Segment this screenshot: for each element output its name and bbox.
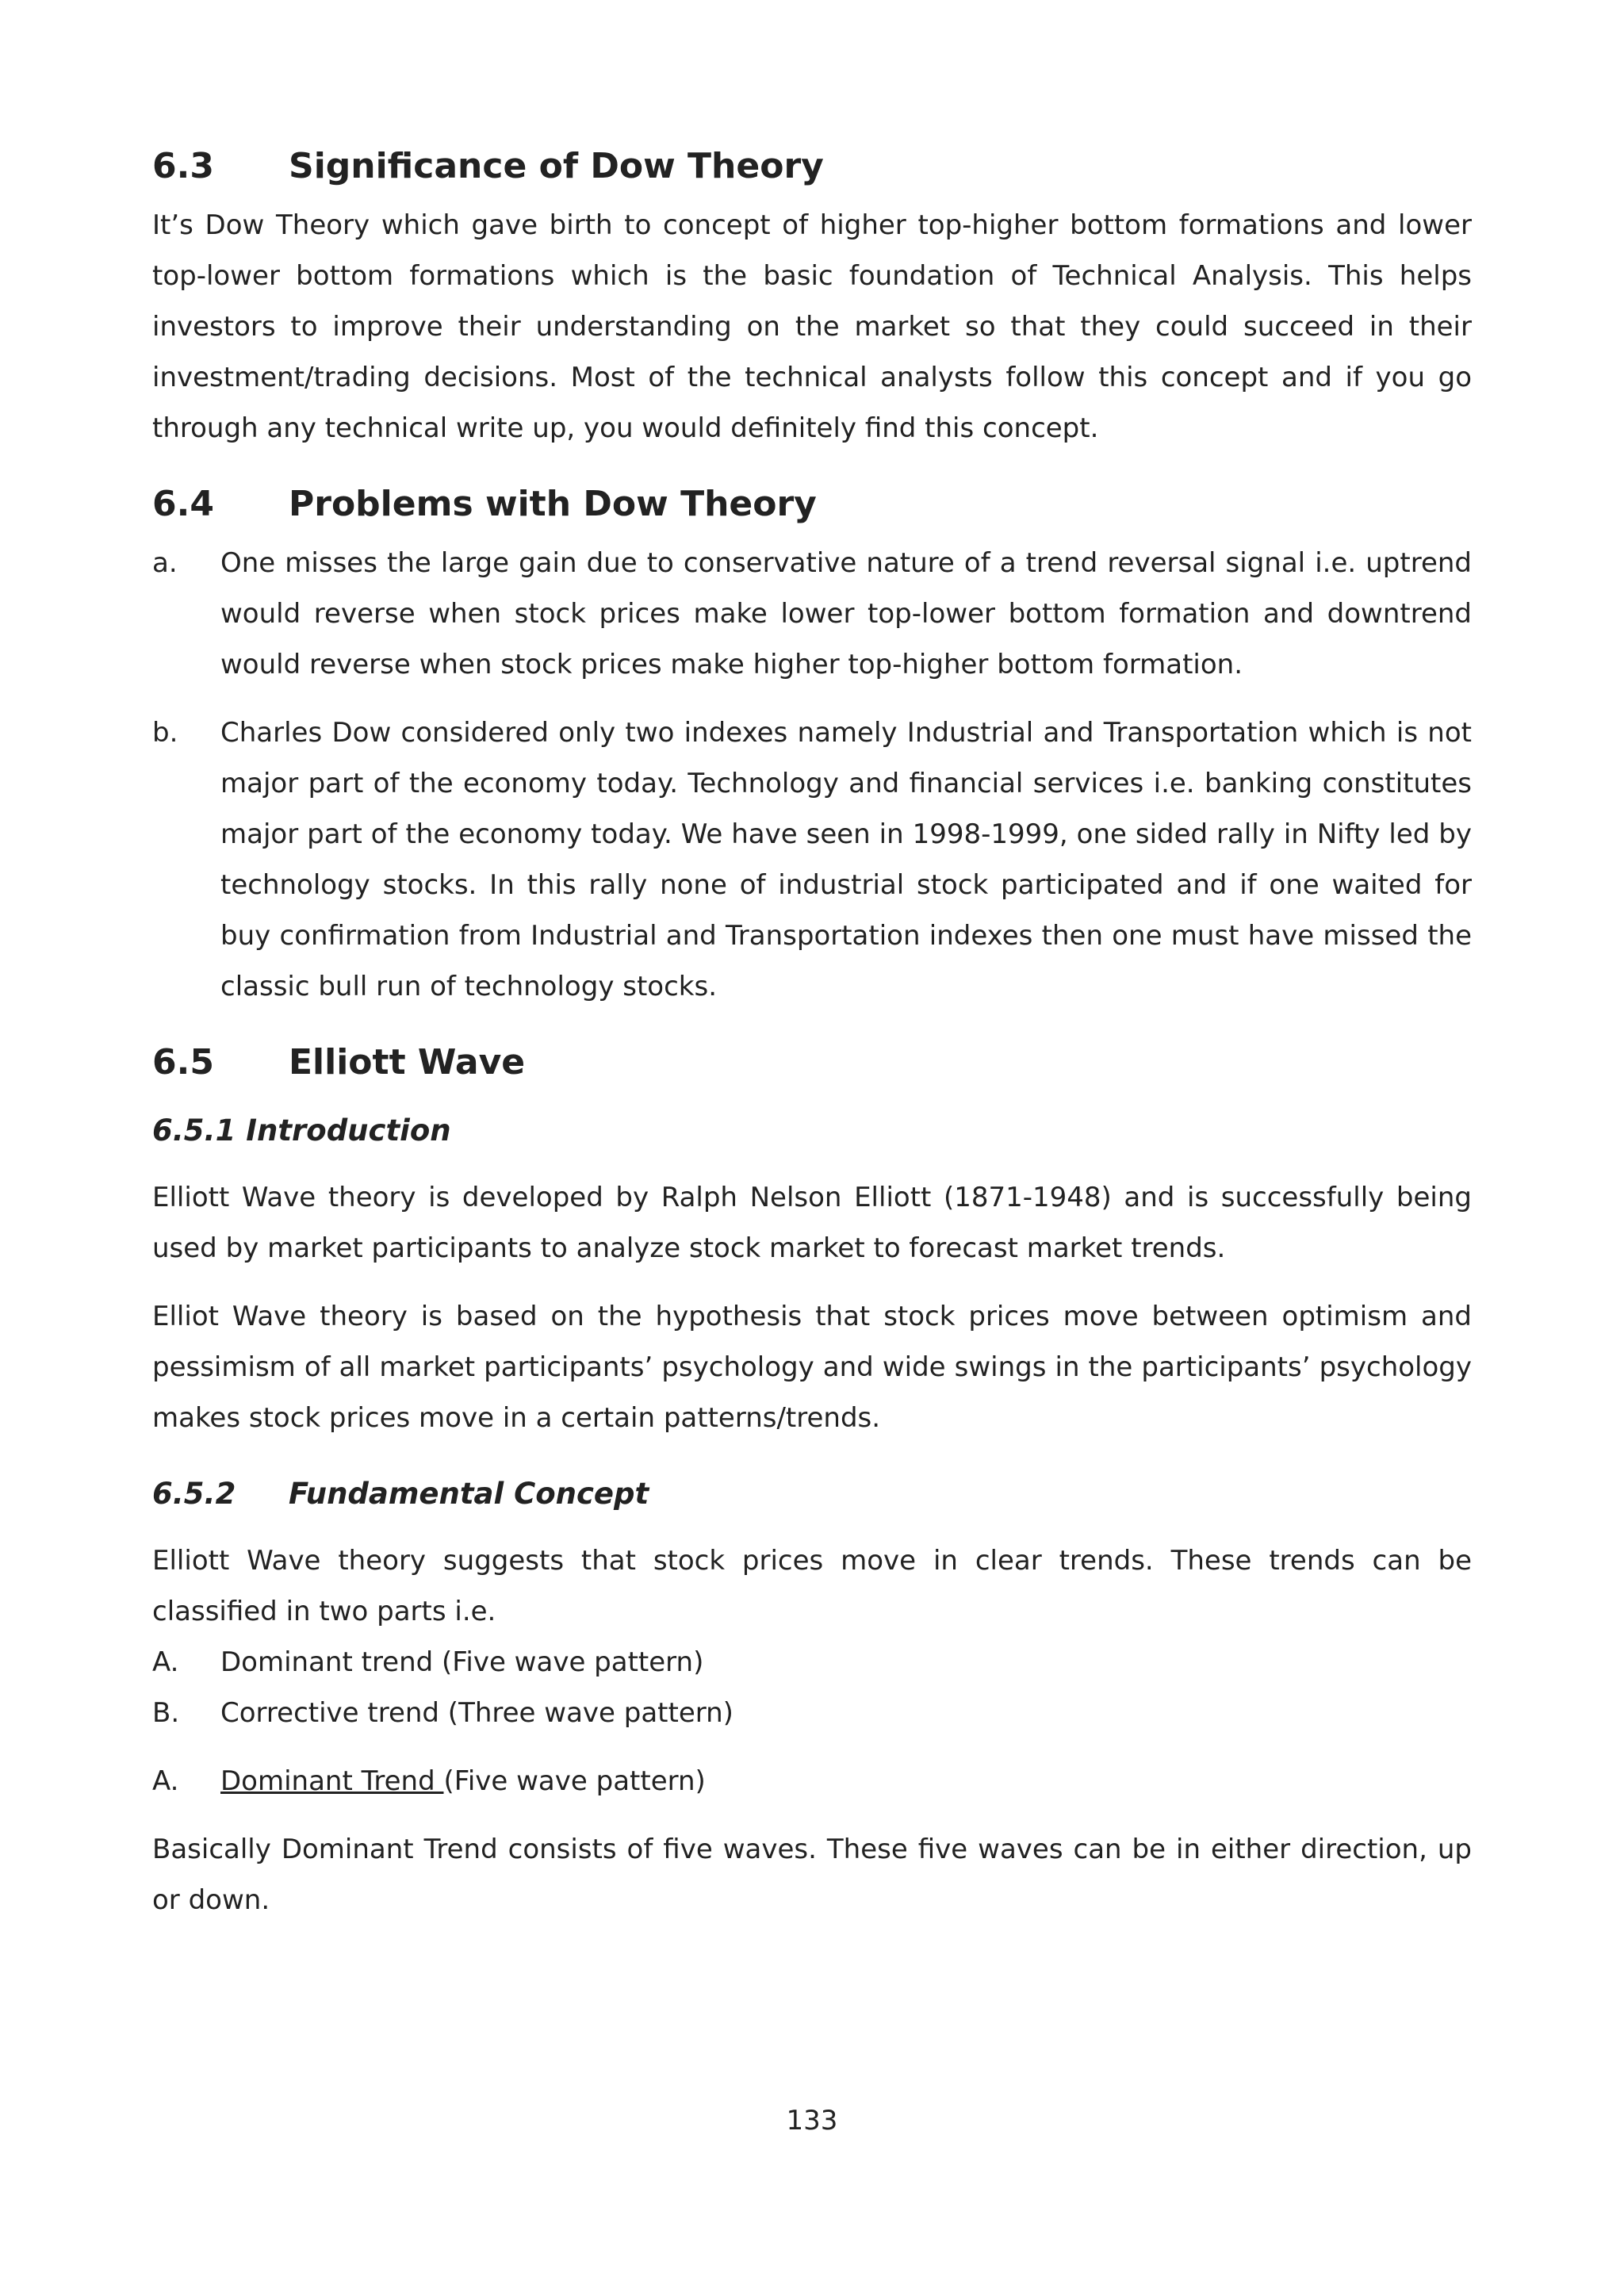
concept-paragraph: Elliott Wave theory suggests that stock prices move in clear trends. These trends can be classified in two parts i.e.: [152, 1545, 1472, 1627]
subsection-title: 6.5.1 Introduction: [152, 1113, 451, 1148]
subsection-6-5-1-heading: [152, 1107, 1472, 1155]
section-6-3-heading: [152, 143, 1472, 190]
list-item: [152, 1637, 1472, 1688]
list-item-text: Charles Dow considered only two indexes namely Industrial and Transportation which is not major part of the economy today. Technology and financial services i.e. banking constitutes major part of the economy today. We have seen in 1998-1999, one sided rally in Nifty led by technology stocks. In this rally none of industrial stock participated and if one waited for buy confirmation from Industrial and Transportation indexes then one must have missed the classic bull run of technology stocks.: [220, 717, 1472, 1002]
problems-list: [152, 538, 1472, 1012]
list-marker: A.: [152, 1646, 179, 1678]
trend-types-list: [152, 1637, 1472, 1738]
subsection-title: Fundamental Concept: [289, 1477, 649, 1511]
subsection-number: 6.5.2: [152, 1477, 236, 1511]
dominant-trend-label: [220, 1756, 1472, 1807]
list-item-text: Corrective trend (Three wave pattern): [220, 1697, 733, 1729]
list-marker: b.: [152, 717, 178, 749]
dominant-trend-heading: [152, 1756, 1472, 1807]
list-marker: A.: [152, 1765, 179, 1797]
dominant-trend-rest: (Five wave pattern): [443, 1765, 706, 1797]
section-number: 6.5: [152, 1042, 214, 1083]
list-item: [152, 1688, 1472, 1738]
intro-paragraph-1: Elliott Wave theory is developed by Ralph Nelson Elliott (1871-1948) and is successfully being used by market participants to analyze stock market to forecast market trends.: [152, 1182, 1472, 1264]
section-6-4-heading: [152, 481, 1472, 528]
section-title: Significance of Dow Theory: [289, 146, 824, 186]
list-item-text: Dominant trend (Five wave pattern): [220, 1646, 704, 1678]
list-marker: a.: [152, 547, 178, 579]
page-content: [152, 119, 1472, 1926]
section-6-5-heading: [152, 1039, 1472, 1086]
list-item-text: One misses the large gain due to conservative nature of a trend reversal signal i.e. uptrend would reverse when stock prices make lower top-lower bottom formation and downtrend would reverse when stock prices make higher top-higher bottom formation.: [220, 547, 1472, 680]
section-number: 6.3: [152, 146, 214, 186]
dominant-trend-paragraph: Basically Dominant Trend consists of five waves. These five waves can be in either direction, up or down.: [152, 1834, 1472, 1916]
page-number: 133: [786, 2105, 838, 2136]
subsection-6-5-2-heading: [152, 1470, 1472, 1518]
section-6-3-paragraph: It’s Dow Theory which gave birth to concept of higher top-higher bottom formations and lower top-lower bottom formations which is the basic foundation of Technical Analysis. This helps investors to improve their understanding on the market so that they could succeed in their investment/trading decisions. Most of the technical analysts follow this concept and if you go through any technical write up, you would definitely find this concept.: [152, 209, 1472, 444]
section-number: 6.4: [152, 484, 214, 524]
list-marker: B.: [152, 1697, 180, 1729]
intro-paragraph-2: Elliot Wave theory is based on the hypothesis that stock prices move between optimism and pessimism of all market participants’ psychology and wide swings in the participants’ psychology makes stock prices move in a certain patterns/trends.: [152, 1301, 1472, 1434]
list-item: [152, 707, 1472, 1012]
list-item: [152, 538, 1472, 690]
dominant-trend-underlined: Dominant Trend: [220, 1765, 444, 1797]
section-title: Elliott Wave: [289, 1042, 526, 1083]
section-title: Problems with Dow Theory: [289, 484, 817, 524]
